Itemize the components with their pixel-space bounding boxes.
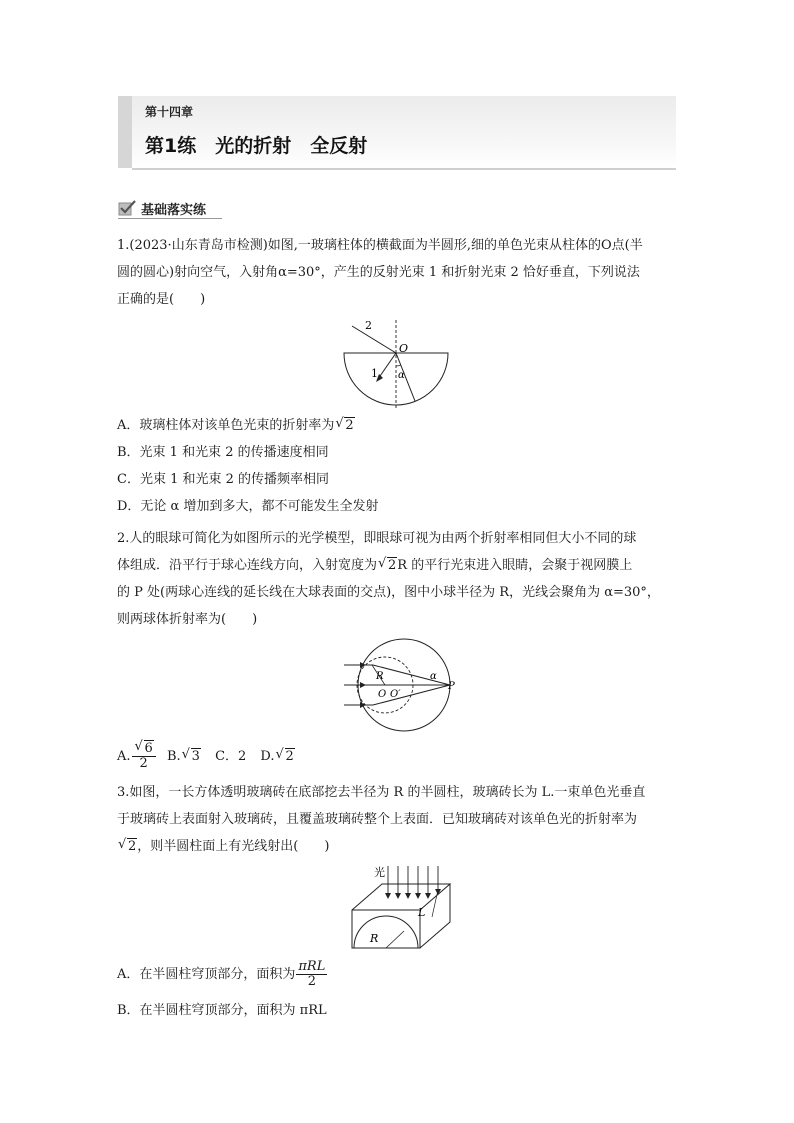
section-label: 基础落实练	[141, 202, 207, 218]
q2-options-row	[117, 740, 295, 774]
q3-line-1: 3.如图，一长方体透明玻璃砖在底部挖去半径为 R 的半圆柱，玻璃砖长为 L.一束单色光垂直	[117, 785, 646, 800]
q2-eye-model-figure	[336, 637, 460, 733]
half-cylinder-cut	[354, 916, 418, 948]
brick-top-face	[352, 884, 450, 910]
section-underline	[118, 218, 222, 219]
sqrt-symbol: √ 2	[378, 552, 397, 579]
q1-option-d[interactable]: D．无论 α 增加到多大，都不可能发生全发射	[117, 499, 379, 514]
q2-option-d[interactable]: D.√ 2	[260, 749, 294, 764]
label-light: 光	[374, 866, 385, 879]
section-heading	[118, 197, 206, 219]
q2-line-1: 2.人的眼球可简化为如图所示的光学模型，即眼球可视为由两个折射率相同但大小不同的球	[117, 531, 637, 546]
label-alpha: α	[430, 671, 437, 682]
sqrt-symbol: √ 2	[118, 833, 137, 860]
ray-label-2: 2	[365, 319, 372, 332]
header-rule	[132, 168, 676, 170]
label-p: P	[448, 681, 455, 692]
checkbox-check-icon	[118, 200, 136, 216]
q1-option-c[interactable]: C．光束 1 和光束 2 的传播频率相同	[117, 472, 330, 487]
ray-label-1: 1	[371, 367, 378, 380]
length-dimension	[432, 890, 438, 917]
page-title: 第1练 光的折射 全反射	[145, 135, 368, 157]
q2-option-b[interactable]: B.√ 3	[167, 749, 201, 764]
q1-semicircle-figure	[340, 316, 452, 412]
label-r: R	[376, 671, 384, 682]
q2-option-c[interactable]: C．2	[215, 749, 247, 764]
radius-line	[386, 931, 404, 948]
q3-option-b[interactable]: B．在半圆柱穹顶部分，面积为 πRL	[117, 1003, 327, 1018]
ray-arrow-lower	[360, 702, 366, 708]
light-arrow	[415, 893, 421, 899]
ray-1	[378, 353, 396, 379]
q2-line-2: 体组成．沿平行于球心连线方向，入射宽度为√ 2R 的平行光束进入眼睛，会聚于视网膜上	[117, 552, 632, 579]
q3-line-2: 于玻璃砖上表面射入玻璃砖，且覆盖玻璃砖整个上表面．已知玻璃砖对该单色光的折射率为	[117, 812, 638, 827]
q1-line-3: 正确的是( )	[117, 292, 206, 307]
angle-arc	[396, 365, 401, 366]
light-arrow	[395, 893, 401, 899]
q2-option-a[interactable]: A. √ $\frac{6}{2}$	[117, 749, 157, 764]
light-arrow	[405, 893, 411, 899]
sqrt-symbol: √ 2	[335, 416, 354, 436]
upper-ray-refracted	[373, 665, 450, 685]
label-r: R	[370, 932, 379, 945]
q1-line-1: 1.(2023·山东青岛市检测)如图,一玻璃柱体的横截面为半圆形,细的单色光束从柱体的O点(半	[117, 238, 643, 253]
header-accent-strip	[118, 96, 132, 168]
q1-option-b[interactable]: B．光束 1 和光束 2 的传播速度相同	[117, 445, 329, 460]
q3-glass-brick-figure	[348, 862, 460, 952]
q1-line-2: 圆的圆心)射向空气，入射角α=30°，产生的反射光束 1 和折射光束 2 恰好垂直，下列说法	[117, 265, 640, 280]
q2-line-3: 的 P 处(两球心连线的延长线在大球表面的交点)，图中小球半径为 R，光线会聚角为 α=30°，	[117, 585, 660, 600]
label-o-prime: O′	[390, 689, 401, 700]
ray-arrow-middle	[360, 682, 366, 688]
label-l: L	[418, 906, 426, 919]
light-arrow	[425, 893, 431, 899]
q1-option-a[interactable]: A．玻璃柱体对该单色光束的折射率为√ 2	[117, 416, 355, 436]
q2-line-4: 则两球体折射率为( )	[117, 612, 258, 627]
chapter-label: 第十四章	[145, 105, 194, 119]
q3-option-a[interactable]: A．在半圆柱穹顶部分，面积为 $\frac{\text{πRL}}{2}$	[117, 959, 326, 989]
light-arrow	[385, 893, 391, 899]
label-o: O	[378, 689, 387, 700]
angle-label-alpha: α	[398, 370, 405, 381]
q3-line-3: √ 2，则半圆柱面上有光线射出( )	[117, 833, 329, 860]
center-label-o: O	[399, 342, 409, 355]
ray-2	[352, 326, 396, 353]
